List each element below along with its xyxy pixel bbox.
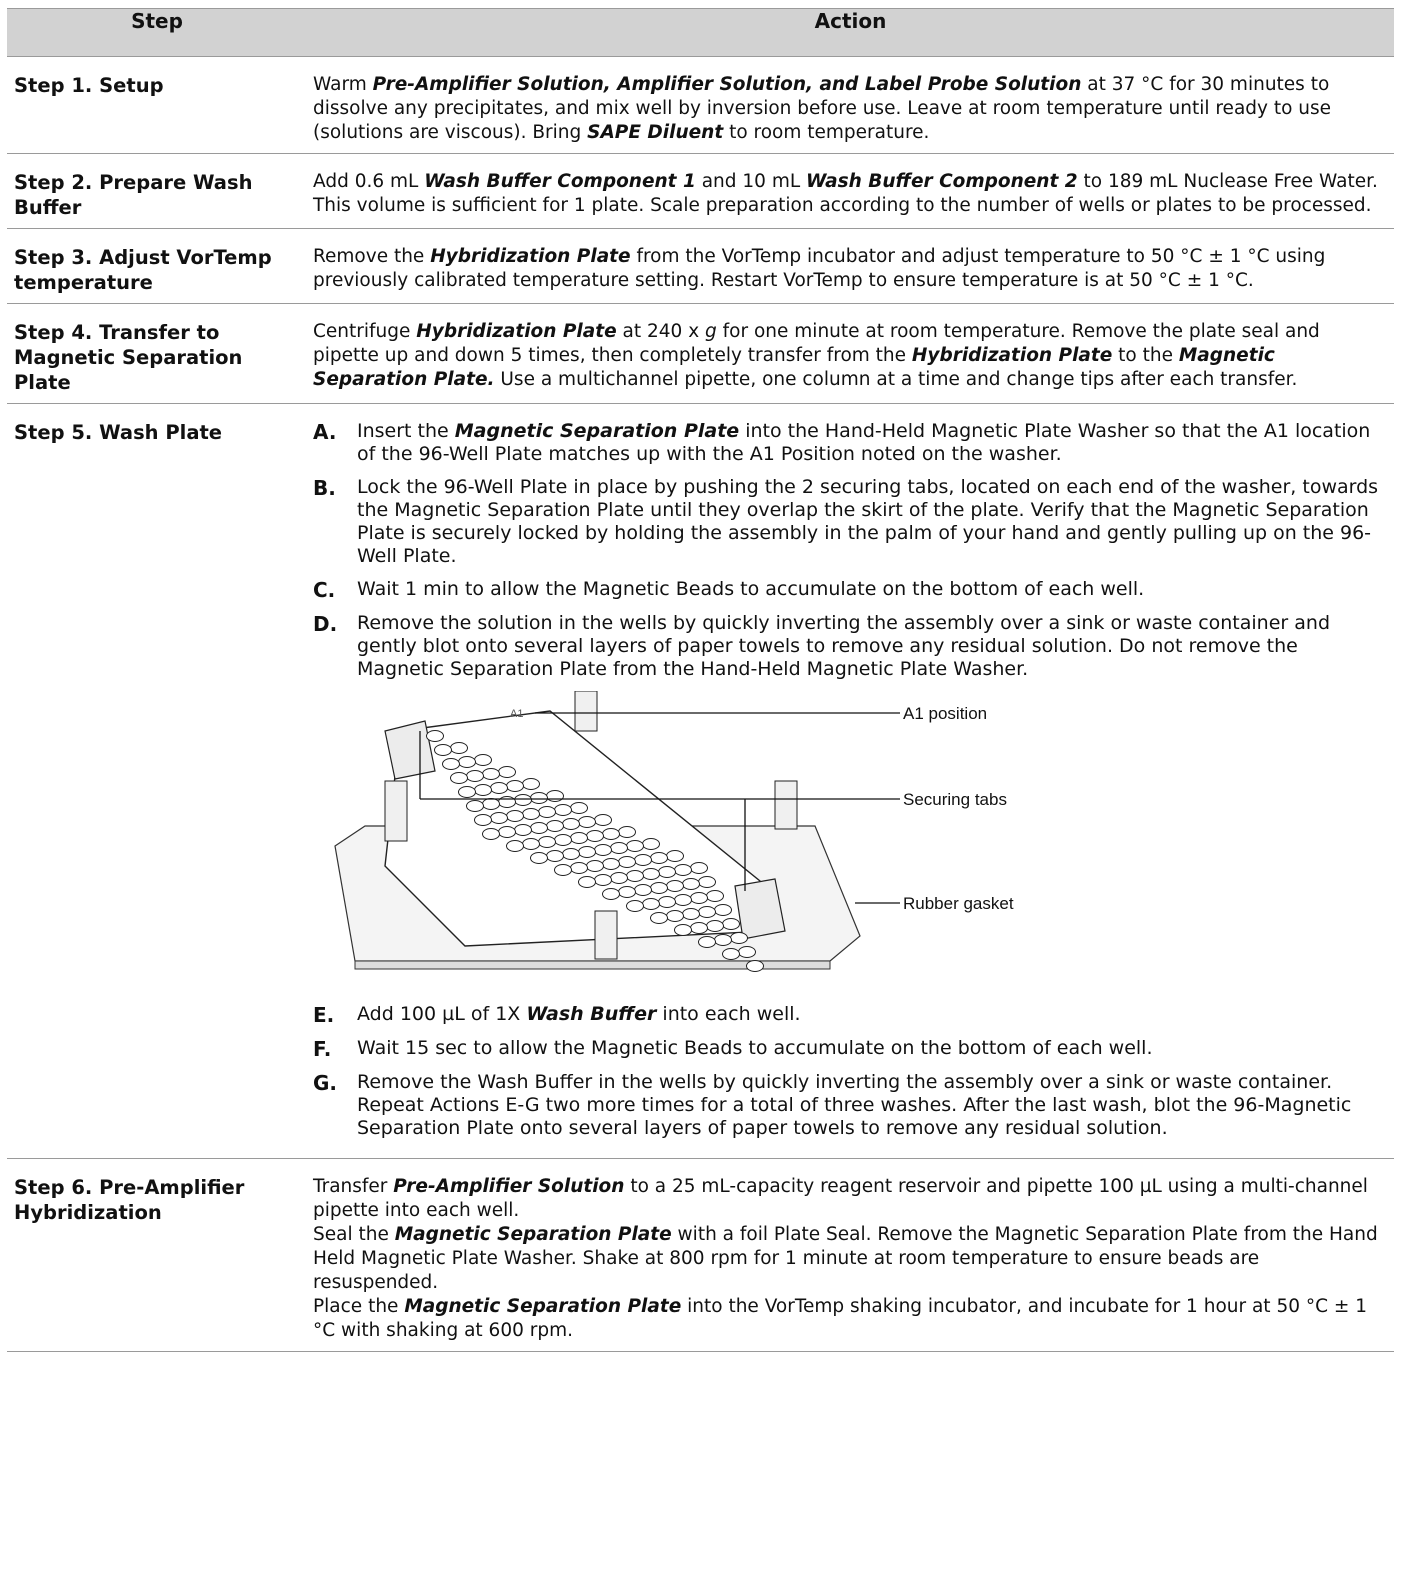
well xyxy=(547,821,564,832)
well xyxy=(731,933,748,944)
well xyxy=(531,793,548,804)
well xyxy=(579,817,596,828)
well xyxy=(691,923,708,934)
well xyxy=(499,827,516,838)
table-row xyxy=(7,1159,1394,1352)
well xyxy=(507,781,524,792)
sub-step-letter: A. xyxy=(313,420,337,444)
well xyxy=(547,851,564,862)
sub-step-text: Add 100 µL of 1X Wash Buffer into each well. xyxy=(357,1003,801,1025)
well xyxy=(691,893,708,904)
well xyxy=(603,829,620,840)
well xyxy=(627,871,644,882)
well xyxy=(587,861,604,872)
sub-step xyxy=(313,476,1386,568)
well xyxy=(587,831,604,842)
step-label: Step 3. Adjust VorTemp temperature xyxy=(7,229,307,304)
table-row xyxy=(7,304,1394,404)
sub-step-letter: C. xyxy=(313,578,336,602)
sub-step xyxy=(313,578,1386,602)
step-label: Step 5. Wash Plate xyxy=(7,404,307,1159)
sub-step-text: Remove the Wash Buffer in the wells by quickly inverting the assembly over a sink or waste container. Repeat Actions E-G two more times for a total of three washes. After the last wash, blot the 96-Magnetic Separation Plate onto several layers of paper towels to remove any residual solution. xyxy=(357,1071,1352,1139)
well xyxy=(467,801,484,812)
well xyxy=(507,811,524,822)
protocol-table xyxy=(7,8,1394,1352)
well xyxy=(699,877,716,888)
well xyxy=(619,857,636,868)
well xyxy=(459,757,476,768)
action-line: Seal the Magnetic Separation Plate with a foil Plate Seal. Remove the Magnetic Separation Plate from the Hand Held Magnetic Plate Washer. Shake at 800 rpm for 1 minute at room temperature to ensure beads are resuspended. xyxy=(313,1224,1378,1293)
well xyxy=(659,867,676,878)
action-text xyxy=(307,1159,1394,1352)
well xyxy=(563,819,580,830)
wash-actions xyxy=(307,404,1394,1159)
emphasis-text: Magnetic Separation Plate xyxy=(394,1224,672,1245)
sub-step xyxy=(313,1071,1386,1140)
well xyxy=(451,773,468,784)
well xyxy=(523,779,540,790)
step-label: Step 2. Prepare Wash Buffer xyxy=(7,154,307,229)
emphasis-text: SAPE Diluent xyxy=(587,122,724,143)
emphasis-text: Magnetic Separation Plate xyxy=(454,420,740,442)
well xyxy=(459,787,476,798)
header-action: Action xyxy=(307,9,1394,57)
well xyxy=(475,755,492,766)
figure-label-securing-tabs: Securing tabs xyxy=(903,790,1007,809)
well xyxy=(555,865,572,876)
well xyxy=(619,827,636,838)
well xyxy=(603,859,620,870)
well xyxy=(611,873,628,884)
well xyxy=(723,919,740,930)
emphasis-text: Hybridization Plate xyxy=(416,321,617,342)
post-shape xyxy=(775,781,797,829)
well xyxy=(659,897,676,908)
well xyxy=(507,841,524,852)
well xyxy=(715,935,732,946)
well xyxy=(467,771,484,782)
well xyxy=(667,851,684,862)
well xyxy=(651,853,668,864)
well xyxy=(715,905,732,916)
well xyxy=(747,961,764,972)
well xyxy=(595,815,612,826)
well xyxy=(547,791,564,802)
well xyxy=(499,767,516,778)
well xyxy=(651,913,668,924)
sub-step-text: Wait 15 sec to allow the Magnetic Beads to accumulate on the bottom of each well. xyxy=(357,1037,1153,1059)
well xyxy=(627,841,644,852)
well xyxy=(539,837,556,848)
well xyxy=(491,813,508,824)
sub-step xyxy=(313,420,1386,466)
sub-step-letter: E. xyxy=(313,1003,335,1027)
table-row xyxy=(7,57,1394,154)
well xyxy=(523,809,540,820)
header-row xyxy=(7,9,1394,57)
well xyxy=(515,825,532,836)
well xyxy=(443,759,460,770)
emphasis-text: Hybridization Plate xyxy=(430,246,631,267)
well xyxy=(683,909,700,920)
emphasis-text: Magnetic Separation Plate. xyxy=(313,345,1275,390)
post-shape xyxy=(575,691,597,731)
emphasis-text: Wash Buffer Component 2 xyxy=(806,171,1078,192)
header-step: Step xyxy=(7,9,307,57)
post-shape xyxy=(595,911,617,959)
well xyxy=(523,839,540,850)
well xyxy=(603,889,620,900)
well xyxy=(499,797,516,808)
well xyxy=(531,823,548,834)
well xyxy=(651,883,668,894)
well xyxy=(723,949,740,960)
well xyxy=(579,877,596,888)
a1-well-label: A1 xyxy=(510,708,524,720)
emphasis-text: Pre-Amplifier Solution, Amplifier Solution, and Label Probe Solution xyxy=(372,74,1082,95)
figure-label-rubber-gasket: Rubber gasket xyxy=(903,894,1014,913)
well xyxy=(691,863,708,874)
sub-step-letter: F. xyxy=(313,1037,332,1061)
well xyxy=(483,769,500,780)
action-line: Place the Magnetic Separation Plate into the VorTemp shaking incubator, and incubate for 1 hour at 50 °C ± 1 °C with shaking at 600 rpm. xyxy=(313,1296,1368,1341)
table-row xyxy=(7,154,1394,229)
well xyxy=(555,835,572,846)
well xyxy=(483,799,500,810)
sub-step-letter: B. xyxy=(313,476,336,500)
emphasis-text: Pre-Amplifier Solution xyxy=(393,1176,625,1197)
sub-step-text: Insert the Magnetic Separation Plate into the Hand-Held Magnetic Plate Washer so that the A1 location of the 96-Well Plate matches up with the A1 Position noted on the washer. xyxy=(357,420,1371,465)
figure-label-a1-position: A1 position xyxy=(903,704,988,723)
sub-step-letter: D. xyxy=(313,612,338,636)
well xyxy=(675,895,692,906)
sub-step-text: Wait 1 min to allow the Magnetic Beads to accumulate on the bottom of each well. xyxy=(357,578,1145,600)
well xyxy=(531,853,548,864)
emphasis-text: Wash Buffer Component 1 xyxy=(424,171,696,192)
action-line: Transfer Pre-Amplifier Solution to a 25 mL-capacity reagent reservoir and pipette 100 µL using a multi-channel pipette into each well. xyxy=(313,1176,1368,1221)
well xyxy=(707,921,724,932)
step-label: Step 6. Pre-Amplifier Hybridization xyxy=(7,1159,307,1352)
well xyxy=(699,907,716,918)
well xyxy=(515,795,532,806)
well xyxy=(451,743,468,754)
well xyxy=(667,911,684,922)
well xyxy=(475,815,492,826)
plate-washer-illustration xyxy=(325,691,1045,991)
table-row xyxy=(7,229,1394,304)
well xyxy=(483,829,500,840)
emphasis-text: Wash Buffer xyxy=(526,1003,657,1025)
well xyxy=(571,803,588,814)
well xyxy=(571,863,588,874)
well xyxy=(643,839,660,850)
table-row xyxy=(7,404,1394,1159)
well xyxy=(611,843,628,854)
well xyxy=(555,805,572,816)
well xyxy=(571,833,588,844)
action-text: Warm Pre-Amplifier Solution, Amplifier Solution, and Label Probe Solution at 37 °C for 30 minutes to dissolve any precipitates, and mix well by inversion before use. Leave at room temperature until ready to use (solutions are viscous). Bring SAPE Diluent to room temperature. xyxy=(307,57,1394,154)
well xyxy=(475,785,492,796)
well xyxy=(699,937,716,948)
well xyxy=(643,899,660,910)
well xyxy=(707,891,724,902)
well xyxy=(675,925,692,936)
sub-step-letter: G. xyxy=(313,1071,338,1095)
sub-step xyxy=(313,1003,1386,1027)
sub-step xyxy=(313,612,1386,681)
well xyxy=(539,807,556,818)
emphasis-text: Hybridization Plate xyxy=(911,345,1113,366)
sub-step xyxy=(313,1037,1386,1061)
well xyxy=(683,879,700,890)
well xyxy=(579,847,596,858)
sub-step-text: Lock the 96-Well Plate in place by pushing the 2 securing tabs, located on each end of the washer, towards the Magnetic Separation Plate until they overlap the skirt of the plate. Verify that the Magnetic Separation Plate is securely locked by holding the assembly in the palm of your hand and gently pulling up on the 96-Well Plate. xyxy=(357,476,1379,567)
well xyxy=(619,887,636,898)
well xyxy=(491,783,508,794)
action-text: Centrifuge Hybridization Plate at 240 x g for one minute at room temperature. Remove the plate seal and pipette up and down 5 times, then completely transfer from the Hybridization Plate to the Magnetic Separation Plate. Use a multichannel pipette, one column at a time and change tips after each transfer. xyxy=(307,304,1394,404)
well xyxy=(595,845,612,856)
well xyxy=(675,865,692,876)
well xyxy=(435,745,452,756)
action-text: Remove the Hybridization Plate from the VorTemp incubator and adjust temperature to 50 °C ± 1 °C using previously calibrated temperature setting. Restart VorTemp to ensure temperature is at 50 °C ± 1 °C. xyxy=(307,229,1394,304)
plate-washer-figure xyxy=(325,691,1045,991)
well xyxy=(667,881,684,892)
italic-text: g xyxy=(705,321,717,342)
post-shape xyxy=(385,781,407,841)
step-label: Step 1. Setup xyxy=(7,57,307,154)
emphasis-text: Magnetic Separation Plate xyxy=(404,1296,682,1317)
step-label: Step 4. Transfer to Magnetic Separation Plate xyxy=(7,304,307,404)
well xyxy=(643,869,660,880)
sub-step-text: Remove the solution in the wells by quickly inverting the assembly over a sink or waste container and gently blot onto several layers of paper towels to remove any residual solution. Do not remove the Magnetic Separation Plate from the Hand-Held Magnetic Plate Washer. xyxy=(357,612,1331,680)
well xyxy=(427,731,444,742)
well xyxy=(635,885,652,896)
well xyxy=(627,901,644,912)
action-text: Add 0.6 mL Wash Buffer Component 1 and 10 mL Wash Buffer Component 2 to 189 mL Nuclease Free Water. This volume is sufficient for 1 plate. Scale preparation according to the number of wells or plates to be processed. xyxy=(307,154,1394,229)
well xyxy=(563,849,580,860)
well xyxy=(739,947,756,958)
well xyxy=(595,875,612,886)
well xyxy=(635,855,652,866)
